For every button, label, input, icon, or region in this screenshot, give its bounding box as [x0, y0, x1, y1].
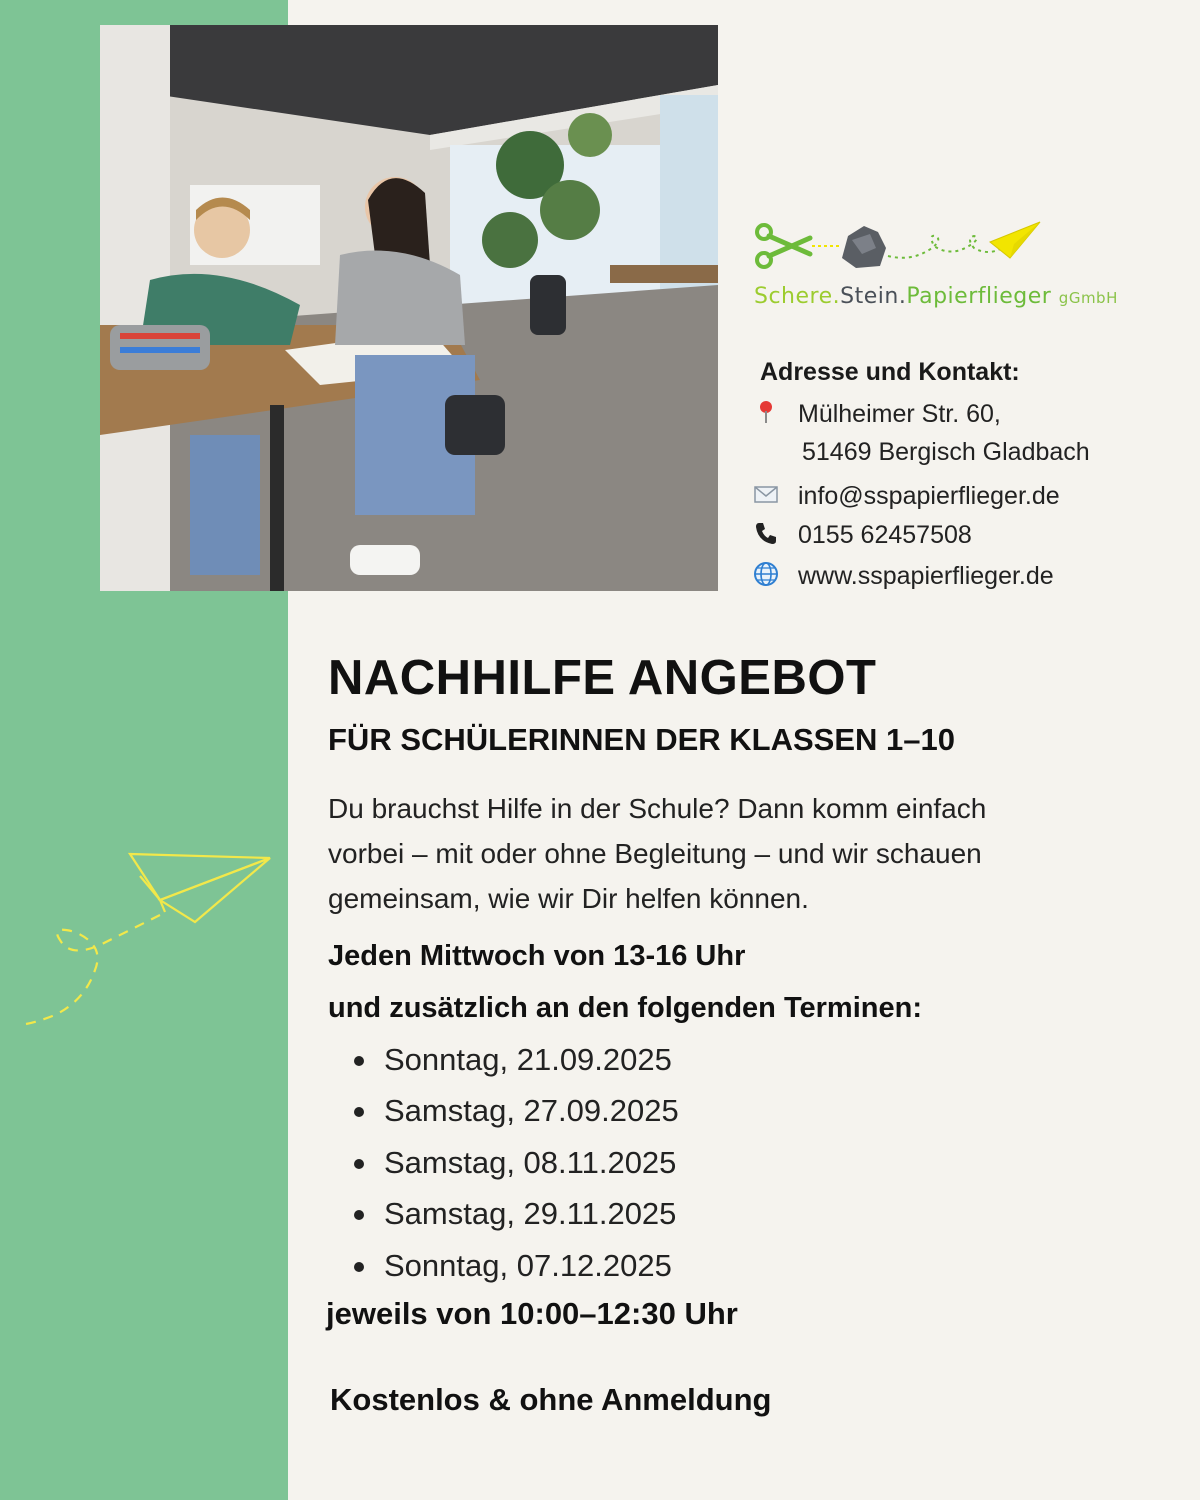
bullet-icon [354, 1107, 364, 1117]
website-link[interactable]: www.sspapierflieger.de [798, 562, 1054, 590]
date-item [352, 1196, 679, 1247]
tutoring-photo [100, 25, 718, 591]
phone-number[interactable]: 0155 62457508 [798, 521, 972, 549]
date-text: Sonntag, 21.09.2025 [384, 1042, 672, 1077]
contact-address-row [752, 398, 1001, 429]
page-subtitle: FÜR SCHÜLERINNEN DER KLASSEN 1–10 [328, 722, 955, 757]
date-text: Samstag, 08.11.2025 [384, 1144, 677, 1180]
dates-list [352, 1042, 679, 1299]
date-item [352, 1042, 679, 1093]
contact-heading: Adresse und Kontakt: [760, 358, 1020, 386]
address-line-2: 51469 Bergisch Gladbach [802, 438, 1090, 466]
envelope-icon [752, 480, 780, 508]
intro-line: gemeinsam, wie wir Dir helfen können. [328, 883, 809, 914]
page-title: NACHHILFE ANGEBOT [328, 651, 877, 705]
paper-plane-decoration-icon [0, 840, 290, 1040]
logo-wordmark: Schere.Stein.Papierflieger gGmbH [754, 284, 1118, 309]
contact-phone-row[interactable] [752, 519, 972, 550]
date-text: Samstag, 27.09.2025 [384, 1093, 679, 1129]
globe-icon [752, 560, 780, 588]
stone-icon [842, 226, 886, 268]
date-item [352, 1093, 679, 1144]
company-logo [752, 218, 1118, 328]
bullet-icon [354, 1159, 364, 1169]
intro-line: vorbei – mit oder ohne Begleitung – und wir schauen [328, 838, 982, 869]
weekly-schedule: Jeden Mittwoch von 13-16 Uhr [328, 940, 746, 972]
address-line-1: Mülheimer Str. 60, [798, 400, 1001, 428]
extra-dates-heading: und zusätzlich an den folgenden Terminen: [328, 992, 922, 1024]
paper-plane-icon [990, 222, 1040, 258]
bullet-icon [354, 1210, 364, 1220]
phone-icon [752, 519, 780, 547]
date-item [352, 1248, 679, 1299]
date-text: Sonntag, 07.12.2025 [384, 1247, 672, 1283]
contact-email-row[interactable] [752, 480, 1060, 511]
email-link[interactable]: info@sspapierflieger.de [798, 482, 1060, 510]
map-pin-icon [752, 398, 780, 426]
intro-paragraph [328, 786, 1148, 921]
contact-website-row[interactable] [752, 560, 1054, 591]
intro-line: Du brauchst Hilfe in der Schule? Dann komm einfach [328, 793, 987, 824]
bullet-icon [354, 1262, 364, 1272]
free-note: Kostenlos & ohne Anmeldung [330, 1382, 772, 1417]
date-text: Samstag, 29.11.2025 [384, 1196, 677, 1232]
bullet-icon [354, 1056, 364, 1066]
session-times: jeweils von 10:00–12:30 Uhr [326, 1296, 738, 1331]
date-item [352, 1145, 679, 1196]
scissors-icon [757, 225, 810, 267]
